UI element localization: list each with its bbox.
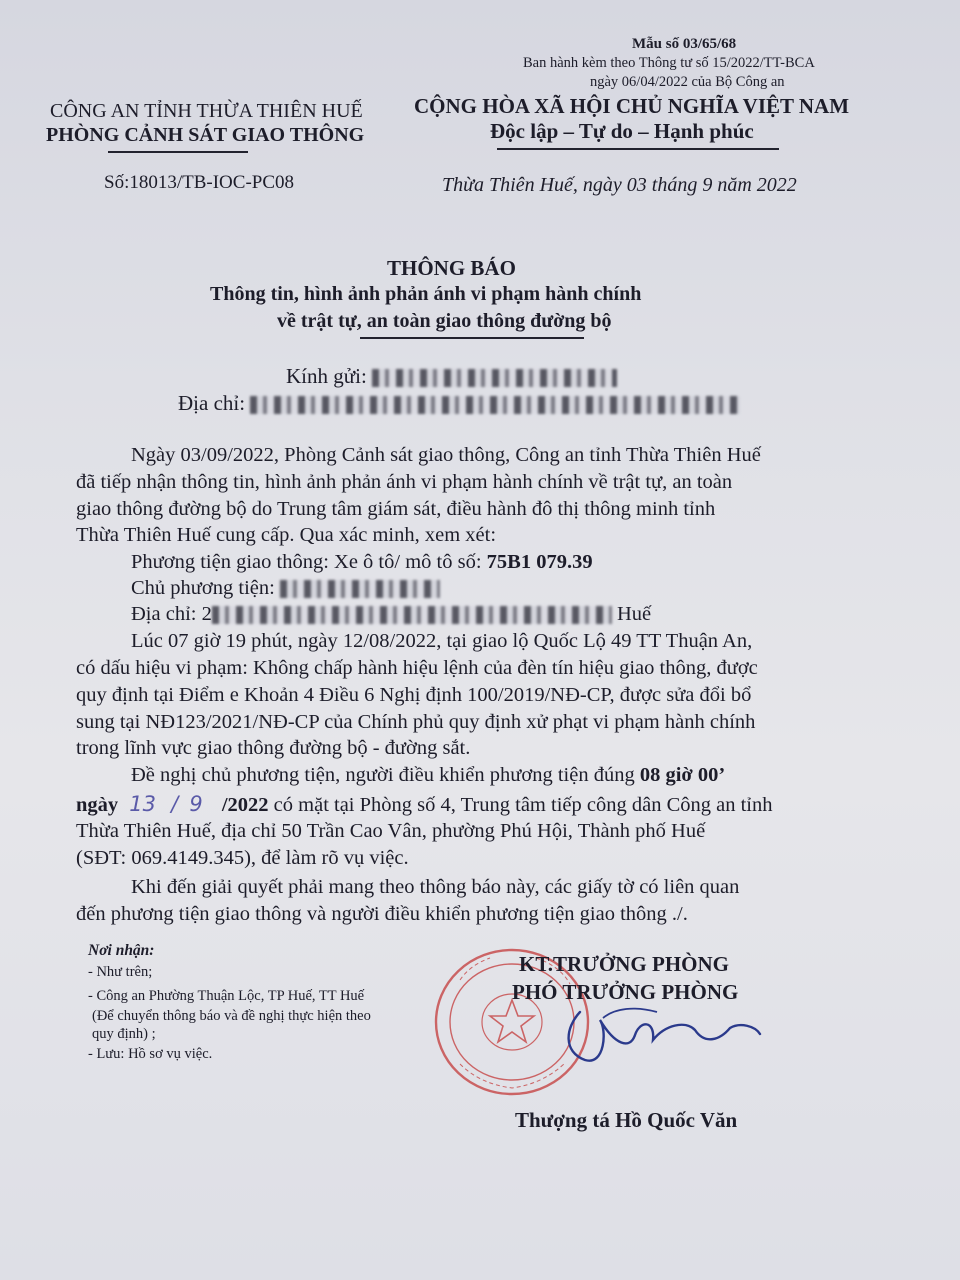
recipient-address-label: Địa chỉ: [178,391,246,415]
paragraph-1-line-3: giao thông đường bộ do Trung tâm giám sát, điều hành đô thị thông minh tỉnh [76,498,716,520]
subtitle-underline [360,337,584,339]
paragraph-3-line-1 [131,762,725,789]
signature-title-2: PHÓ TRƯỞNG PHÒNG [512,980,739,1004]
department-name: PHÒNG CẢNH SÁT GIAO THÔNG [46,124,365,146]
appointment-time: 08 giờ 00’ [639,764,726,786]
paragraph-3-line-3: Thừa Thiên Huế, địa chỉ 50 Trần Cao Vân, phường Phú Hội, Thành phố Huế [76,820,706,842]
document-number: Số:18013/TB-IOC-PC08 [104,172,295,193]
handwritten-signature-icon [545,1000,775,1070]
paragraph-2-line-4: sung tại NĐ123/2021/NĐ-CP của Chính phủ quy định xử phạt vi phạm hành chính [76,711,756,733]
notice-title: THÔNG BÁO [387,256,516,280]
paragraph-3-line-2-text: có mặt tại Phòng số 4, Trung tâm tiếp công dân Công an tỉnh [273,794,773,816]
notice-subtitle-2: về trật tự, an toàn giao thông đường bộ [277,310,612,332]
appointment-day-handwritten: 13 [129,792,157,816]
owner-address-prefix: Địa chỉ: 2 [131,603,212,625]
signer-name: Thượng tá Hồ Quốc Văn [515,1108,738,1132]
recipient-label: Kính gửi: [286,364,367,388]
paragraph-2-line-5: trong lĩnh vực giao thông đường bộ - đường sắt. [76,737,471,759]
recipient-address-line [178,391,740,416]
owner-label: Chủ phương tiện: [131,577,275,599]
agency-name: CÔNG AN TỈNH THỪA THIÊN HUẾ [50,100,363,122]
notice-subtitle-1: Thông tin, hình ảnh phản ánh vi phạm hành chính [210,283,642,305]
recipients-item-1: - Như trên; [88,964,153,980]
nation-motto: Độc lập – Tự do – Hạnh phúc [490,119,754,143]
paragraph-3-line-1-text: Đề nghị chủ phương tiện, người điều khiển phương tiện đúng [131,764,635,786]
paragraph-4-line-2: đến phương tiện giao thông và người điều khiển phương tiện giao thông ./. [76,903,688,925]
vehicle-label: Phương tiện giao thông: Xe ô tô/ mô tô số: [131,551,482,573]
owner-address-suffix: Huế [616,603,652,625]
form-number: Mẫu số 03/65/68 [632,36,737,52]
paragraph-2-line-2: có dấu hiệu vi phạm: Không chấp hành hiệu lệnh của đèn tín hiệu giao thông, được [76,657,758,679]
paragraph-3-line-2: ngày 13 / 9 /2022 có mặt tại Phòng số 4, Trung tâm tiếp công dân Công an tỉnh [76,792,773,816]
nation-title: CỘNG HÒA XÃ HỘI CHỦ NGHĨA VIỆT NAM [414,94,850,118]
paragraph-1-line-1: Ngày 03/09/2022, Phòng Cảnh sát giao thông, Công an tỉnh Thừa Thiên Huế [131,444,761,466]
recipients-item-5: - Lưu: Hồ sơ vụ việc. [88,1046,213,1062]
appointment-year: /2022 [221,794,269,816]
vehicle-line [131,549,593,576]
appointment-month-handwritten: 9 [189,792,203,816]
recipients-item-2: - Công an Phường Thuận Lộc, TP Huế, TT Huế [88,988,365,1004]
motto-underline [497,148,779,150]
paragraph-1-line-4: Thừa Thiên Huế cung cấp. Qua xác minh, xem xét: [76,524,497,546]
paragraph-1-line-2: đã tiếp nhận thông tin, hình ảnh phản ánh vi phạm hành chính về trật tự, an toàn [76,471,733,493]
owner-address-line [131,601,651,628]
owner-line [131,575,440,602]
owner-address-redacted [212,606,612,624]
place-date: Thừa Thiên Huế, ngày 03 tháng 9 năm 2022 [442,174,797,196]
form-issued-date: ngày 06/04/2022 của Bộ Công an [590,74,785,90]
recipients-title: Nơi nhận: [88,942,155,959]
department-underline [108,151,248,153]
paragraph-2-line-1: Lúc 07 giờ 19 phút, ngày 12/08/2022, tại giao lộ Quốc Lộ 49 TT Thuận An, [131,630,753,652]
recipient-redacted [372,369,617,387]
recipient-line [286,364,617,389]
paragraph-3-line-4: (SĐT: 069.4149.345), để làm rõ vụ việc. [76,847,409,869]
appointment-day-label: ngày [76,794,119,816]
owner-redacted [280,580,440,598]
paragraph-4-line-1: Khi đến giải quyết phải mang theo thông báo này, các giấy tờ có liên quan [131,876,740,898]
vehicle-plate: 75B1 079.39 [486,551,593,573]
recipients-item-4: quy định) ; [92,1026,156,1042]
recipients-item-3: (Để chuyển thông báo và đề nghị thực hiện theo [92,1008,371,1024]
recipient-address-redacted [250,396,740,414]
paragraph-2-line-3: quy định tại Điểm e Khoản 4 Điều 6 Nghị định 100/2019/NĐ-CP, được sửa đổi bổ [76,684,752,706]
form-issued-with: Ban hành kèm theo Thông tư số 15/2022/TT-BCA [523,55,815,71]
signature-title-1: KT.TRƯỞNG PHÒNG [519,952,729,976]
